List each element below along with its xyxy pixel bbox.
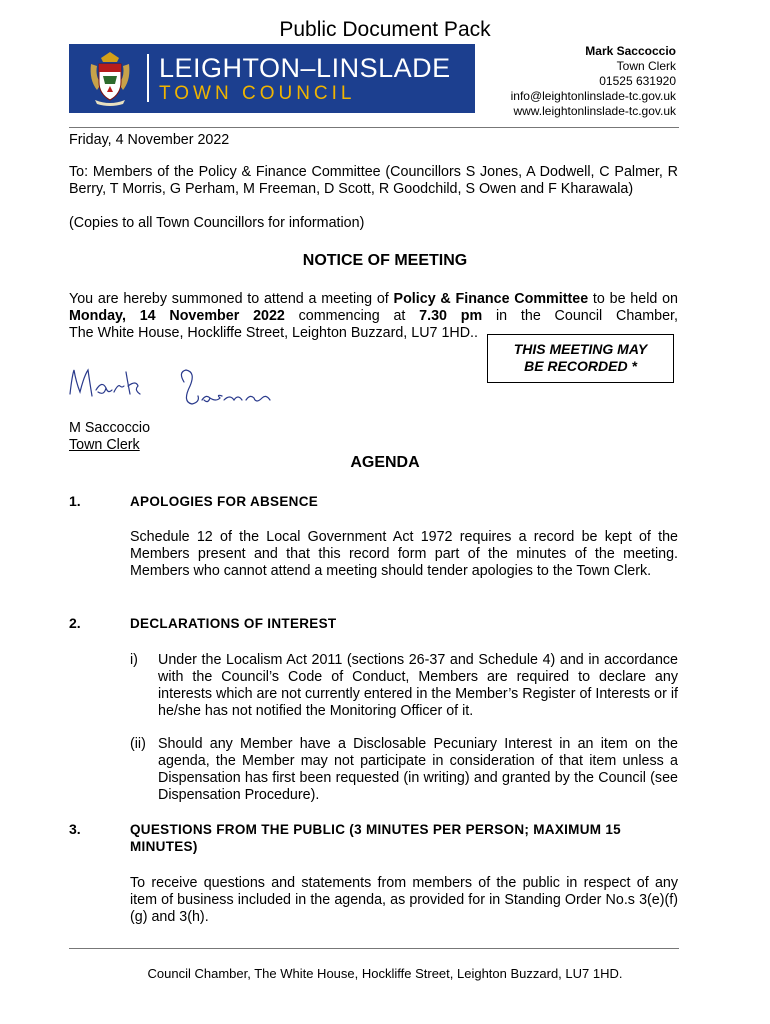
signer-title: Town Clerk — [69, 437, 140, 453]
agenda-item-title: APOLOGIES FOR ABSENCE — [130, 494, 319, 509]
notice-heading: NOTICE OF MEETING — [302, 252, 468, 269]
agenda-item-body: To receive questions and statements from members of the public in respect of any item of business included in the agenda, as provided for in Standing Order No.s 3(e)(f)(g) and 3(h). — [130, 875, 678, 925]
page-footer: Council Chamber, The White House, Hockliffe Street, Leighton Buzzard, LU7 1HD. — [147, 966, 623, 981]
copies-note: (Copies to all Town Councillors for information) — [69, 215, 365, 231]
coat-of-arms-icon — [87, 50, 133, 107]
summons-text — [69, 291, 678, 325]
summons-part3: commencing at — [284, 308, 420, 324]
summons-part2: to be held on — [588, 291, 678, 307]
agenda-item-title: DECLARATIONS OF INTEREST — [130, 616, 337, 631]
summons-address: The White House, Hockliffe Street, Leighton Buzzard, LU7 1HD.. — [69, 325, 478, 341]
meeting-time: 7.30 pm — [419, 308, 483, 324]
logo-text-line1: LEIGHTON–LINSLADE — [159, 53, 451, 83]
signer-block — [69, 420, 150, 454]
agenda-heading: AGENDA — [350, 454, 420, 471]
agenda-item-number: 1. — [69, 493, 81, 509]
summons-part4: in the Council Chamber, — [482, 308, 678, 324]
letter-date: Friday, 4 November 2022 — [69, 132, 230, 148]
pack-title: Public Document Pack — [279, 18, 491, 41]
handwritten-signature — [66, 362, 286, 414]
agenda-item-number: 2. — [69, 615, 81, 631]
contact-email: info@leightonlinslade-tc.gov.uk — [510, 89, 676, 103]
agenda-item-number: 3. — [69, 821, 81, 837]
logo-divider — [147, 54, 149, 102]
committee-name: Policy & Finance Committee — [393, 291, 589, 307]
contact-role: Town Clerk — [616, 59, 676, 73]
council-logo — [69, 44, 475, 113]
header-rule — [69, 127, 679, 128]
sub-item-text: Under the Localism Act 2011 (sections 26-37 and Schedule 4) and in accordance with the Council’s Code of Conduct, Members are required to declare any interests which are not currently entered in the Member’s Register of Interests or if he/she has not notified the Monitoring Officer of it. — [158, 652, 678, 719]
agenda-item-title: QUESTIONS FROM THE PUBLIC (3 MINUTES PER PERSON; MAXIMUM 15 MINUTES) — [130, 822, 621, 854]
contact-phone: 01525 631920 — [599, 74, 676, 88]
summons-part1: You are hereby summoned to attend a meeting of — [69, 291, 394, 307]
recorded-notice-line2: BE RECORDED * — [524, 358, 637, 374]
meeting-date: Monday, 14 November 2022 — [69, 308, 285, 324]
contact-website: www.leightonlinslade-tc.gov.uk — [513, 104, 676, 118]
signer-name: M Saccoccio — [69, 420, 151, 436]
contact-name: Mark Saccoccio — [585, 44, 676, 58]
sub-item-text: Should any Member have a Disclosable Pecuniary Interest in an item on the agenda, the Member may not participate in consideration of that item unless a Dispensation has first been requested (in writing) and granted by the Council (see Dispensation Procedure). — [158, 736, 678, 803]
recipients: To: Members of the Policy & Finance Committee (Councillors S Jones, A Dodwell, C Palmer, R Berry, T Morris, G Perham, M Freeman, D Scott, R Goodchild, S Owen and F Kharawala) — [69, 164, 678, 197]
logo-text-line2: TOWN COUNCIL — [159, 83, 356, 104]
recorded-notice-box — [487, 334, 674, 383]
contact-block — [511, 44, 676, 119]
agenda-item-body: Schedule 12 of the Local Government Act 1972 requires a record be kept of the Members present and that this record form part of the minutes of the meeting. Members who cannot attend a meeting should tender apologies to the Town Clerk. — [130, 529, 678, 579]
sub-item-label: (ii) — [130, 736, 146, 752]
sub-item-label: i) — [130, 652, 138, 668]
footer-rule — [69, 948, 679, 949]
recorded-notice-line1: THIS MEETING MAY — [513, 341, 648, 357]
